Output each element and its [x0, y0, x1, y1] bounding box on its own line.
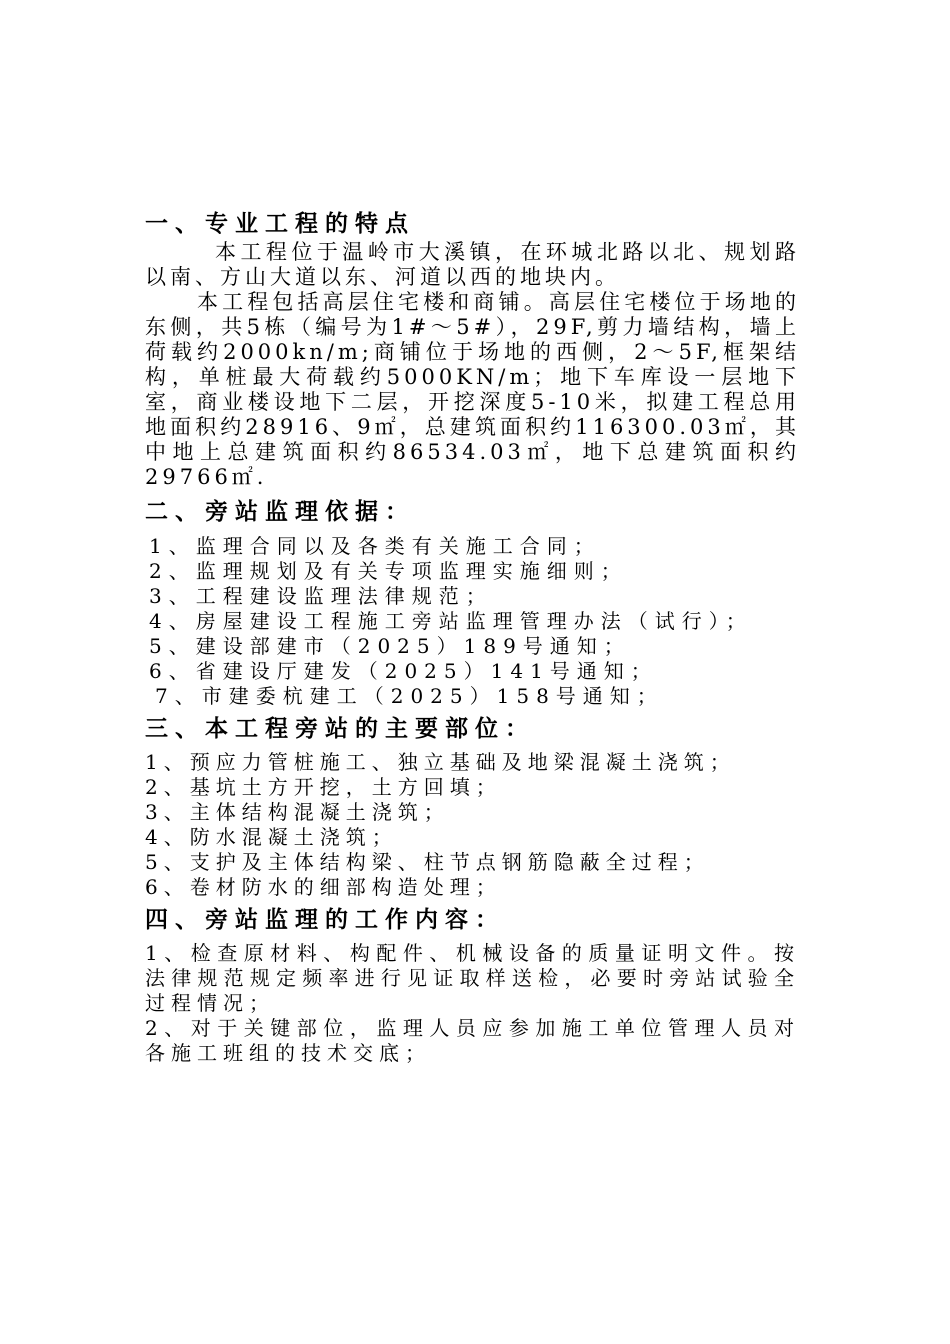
- basis-item-4: 4、房屋建设工程施工旁站监理管理办法（试行）；: [149, 609, 753, 633]
- basis-item-3: 3、工程建设监理法律规范；: [149, 584, 493, 608]
- key-part-item-1: 1、预应力管桩施工、独立基础及地梁混凝土浇筑；: [145, 750, 736, 774]
- basis-item-6: 6、省建设厅建发（2025）141号通知；: [149, 659, 658, 683]
- document-page: [145, 208, 800, 1066]
- section-1-paragraph-2: 本工程包括高层住宅楼和商铺。高层住宅楼位于场地的东侧，共5栋（编号为1#～5#），29F,剪力墙结构，墙上荷载约2000kn/m;商铺位于场地的西侧，2～5F,框架结构，单桩最大荷载约5000KN/m；地下车库设一层地下室，商业楼设地下二层，开挖深度5-10米，拟建工程总用地面积约28916、9㎡，总建筑面积约116300.03㎡，其中地上总建筑面积约86534.03㎡，地下总建筑面积约29766㎡.: [145, 290, 800, 489]
- basis-item-7: 7、市建委杭建工（2025）158号通知；: [155, 684, 664, 708]
- section-heading-4: 四、旁站监理的工作内容：: [145, 906, 505, 933]
- basis-item-5: 5、建设部建市（2025）189号通知；: [149, 634, 631, 658]
- work-content-item-1: 1、检查原材料、构配件、机械设备的质量证明文件。按法律规范规定频率进行见证取样送检，必要时旁站试验全过程情况；: [145, 941, 800, 1015]
- section-heading-1: 一、专业工程的特点: [145, 210, 415, 237]
- section-1-paragraph-1: 本工程位于温岭市大溪镇，在环城北路以北、规划路以南、方山大道以东、河道以西的地块内。: [145, 240, 800, 289]
- work-content-item-2: 2、对于关键部位，监理人员应参加施工单位管理人员对各施工班组的技术交底；: [145, 1016, 800, 1065]
- key-part-item-6: 6、卷材防水的细部构造处理；: [145, 875, 502, 899]
- section-heading-2: 二、旁站监理依据：: [145, 498, 415, 525]
- section-heading-3: 三、本工程旁站的主要部位：: [145, 715, 535, 742]
- key-part-item-5: 5、支护及主体结构梁、柱节点钢筋隐蔽全过程；: [145, 850, 710, 874]
- basis-item-2: 2、监理规划及有关专项监理实施细则；: [149, 559, 628, 583]
- basis-item-1: 1、监理合同以及各类有关施工合同；: [149, 534, 601, 558]
- key-part-item-4: 4、防水混凝土浇筑；: [145, 825, 398, 849]
- key-part-item-3: 3、主体结构混凝土浇筑；: [145, 800, 450, 824]
- key-part-item-2: 2、基坑土方开挖，土方回填；: [145, 775, 502, 799]
